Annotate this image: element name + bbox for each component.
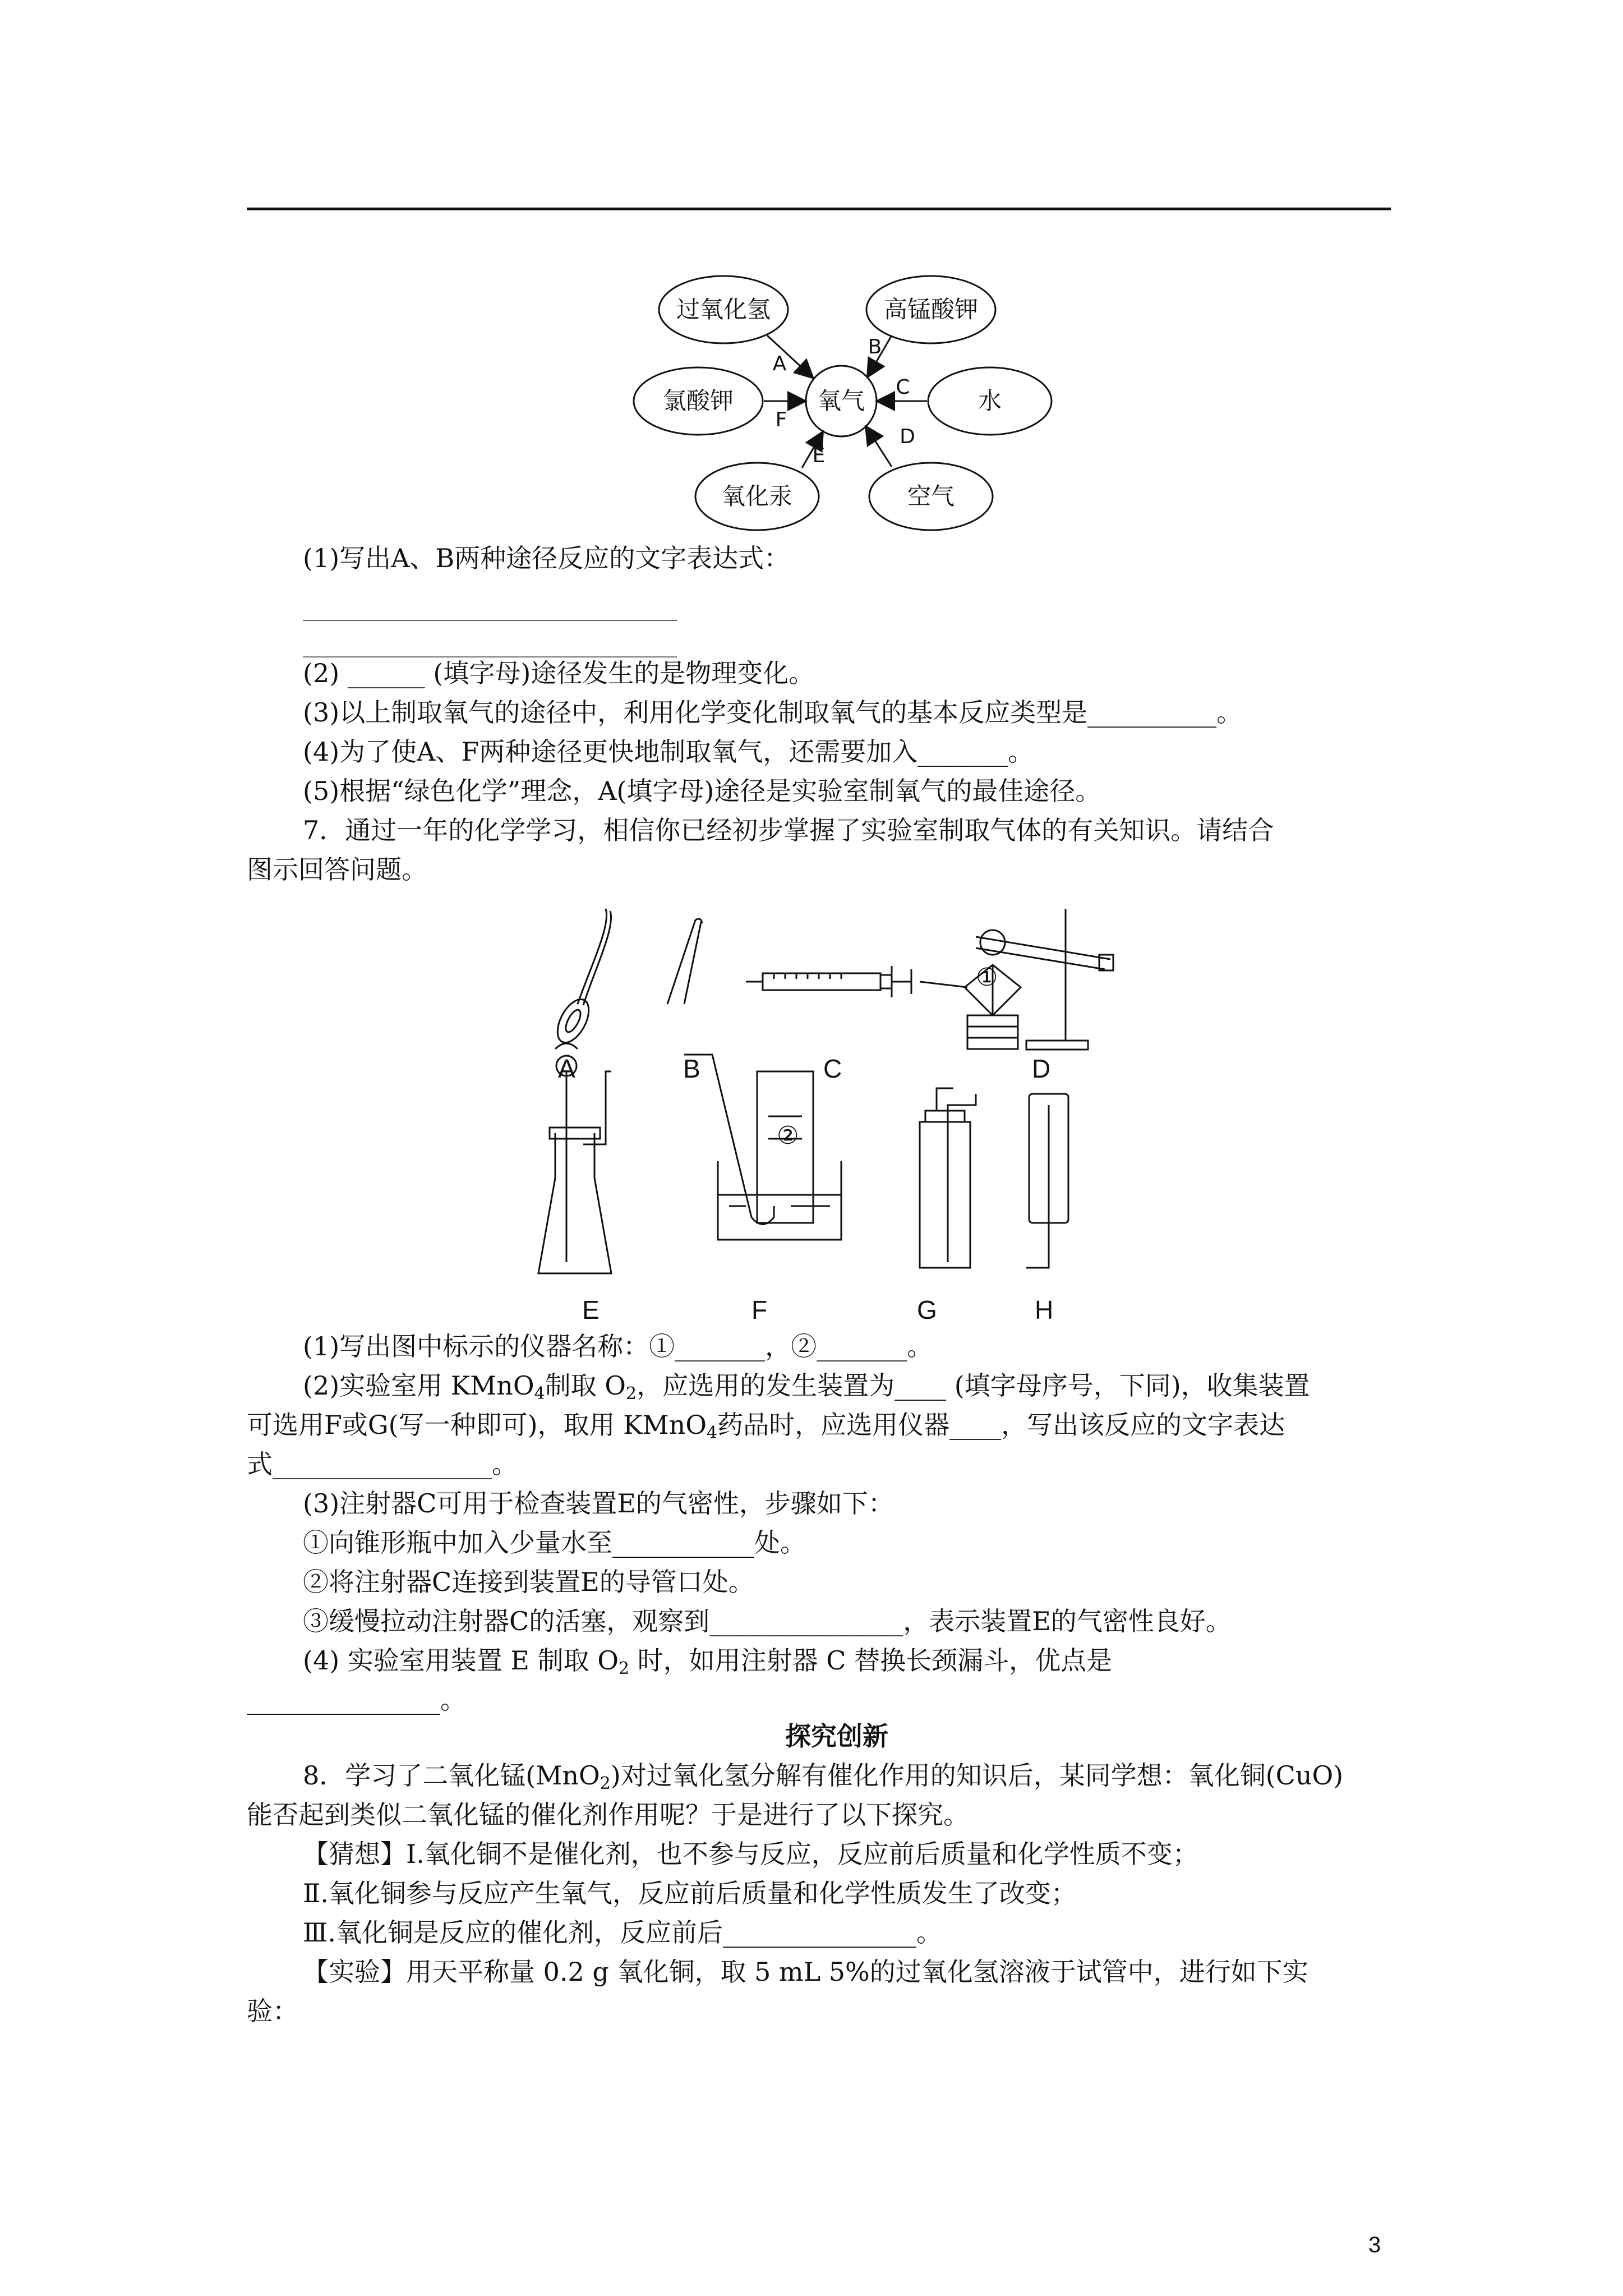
q7-part1: (1)写出图中标示的仪器名称：①_______，②_______。	[303, 1331, 933, 1361]
q7-part4-text-a: (4) 实验室用装置 E 制取 O	[303, 1645, 619, 1676]
lab-apparatus-figure	[527, 903, 1189, 1329]
q7-part2-text-a: (2)实验室用 KMnO	[303, 1370, 534, 1401]
apparatus-d-heating-setup	[920, 909, 1113, 1050]
node-oxygen-label: 氧气	[817, 387, 865, 415]
node-kmno4-label: 高锰酸钾	[883, 296, 979, 323]
q8-text-a: 8．学习了二氧化锰(MnO	[303, 1760, 600, 1791]
oxygen-pathway-diagram	[617, 264, 1066, 544]
q8-experiment-line2: 验：	[247, 1996, 298, 2026]
apparatus-label-f: F	[751, 1295, 768, 1324]
apparatus-label-c: C	[823, 1054, 842, 1083]
node-kclo3-label: 氯酸钾	[662, 387, 734, 415]
edge-label-a: A	[772, 352, 787, 375]
q7-step2: ②将注射器C连接到装置E的导管口处。	[303, 1567, 754, 1597]
q7-part3: (3)注射器C可用于检查装置E的气密性，步骤如下：	[303, 1488, 894, 1519]
edge-label-c: C	[896, 376, 910, 399]
page-number: 3	[1368, 2233, 1381, 2257]
q6-part4: (4)为了使A、F两种途径更快地制取氧气，还需要加入_______。	[303, 737, 1034, 767]
q7-intro-line2: 图示回答问题。	[247, 854, 427, 885]
section-title: 探究创新	[785, 1721, 888, 1751]
label-marker-1: ①	[976, 963, 998, 992]
q8-guess2: Ⅱ.氧化铜参与反应产生氧气，反应前后质量和化学性质发生了改变；	[303, 1878, 1077, 1908]
node-water-label: 水	[978, 387, 1002, 415]
q6-part1: (1)写出A、B两种途径反应的文字表达式：	[303, 543, 790, 573]
q7-part2-text-b: 制取 O	[545, 1370, 626, 1401]
subscript: 4	[534, 1384, 545, 1404]
q8-guess1: 【猜想】Ⅰ.氧化铜不是催化剂，也不参与反应，反应前后质量和化学性质不变；	[303, 1839, 1198, 1869]
arrow-d	[866, 427, 892, 467]
apparatus-label-g: G	[917, 1295, 937, 1324]
edge-label-d: D	[900, 425, 915, 448]
q7-part2-text-e: 药品时，应选用仪器____，写出该反应的文字表达	[717, 1410, 1285, 1440]
apparatus-h-inverted-bottle	[1026, 1094, 1068, 1268]
label-marker-2: ②	[777, 1121, 799, 1150]
header-rule	[247, 208, 1391, 210]
apparatus-b-tweezers	[667, 919, 702, 1004]
apparatus-g-gas-bottle	[920, 1088, 976, 1268]
q6-part5: (5)根据“绿色化学”理念，A(填字母)途径是实验室制氧气的最佳途径。	[303, 776, 1101, 806]
apparatus-label-h: H	[1035, 1295, 1054, 1324]
subscript: 2	[600, 1774, 611, 1793]
q7-part2-line3: 式_________________。	[247, 1449, 518, 1479]
apparatus-label-e: E	[582, 1295, 600, 1324]
q7-part2-text-d: 可选用F或G(写一种即可)，取用 KMnO	[247, 1410, 707, 1440]
edge-label-b: B	[868, 335, 882, 358]
q8-text-b: )对过氧化氢分解有催化作用的知识后，某同学想：氧化铜(CuO)	[610, 1760, 1344, 1791]
q7-step3: ③缓慢拉动注射器C的活塞，观察到_______________，表示装置E的气密性良好。	[303, 1606, 1232, 1636]
q7-part4-text-b: 时，如用注射器 C 替换长颈漏斗，优点是	[629, 1645, 1113, 1676]
q7-step1: ①向锥形瓶中加入少量水至___________处。	[303, 1527, 806, 1558]
apparatus-f-trough	[684, 1055, 841, 1240]
q7-intro-line1: 7．通过一年的化学学习，相信你已经初步掌握了实验室制取气体的有关知识。请结合	[303, 815, 1274, 845]
q8-line2: 能否起到类似二氧化锰的催化剂作用呢？于是进行了以下探究。	[247, 1800, 969, 1830]
apparatus-label-b: B	[683, 1054, 700, 1083]
apparatus-label-d: D	[1032, 1054, 1051, 1083]
q8-guess3: Ⅲ.氧化铜是反应的催化剂，反应前后_______________。	[303, 1917, 942, 1948]
q7-part4-line2: _______________。	[247, 1685, 466, 1715]
edge-label-e: E	[812, 444, 826, 467]
q8-experiment-line1: 【实验】用天平称量 0.2 g 氧化铜，取 5 mL 5%的过氧化氢溶液于试管中，进行如下实	[303, 1957, 1308, 1987]
node-h2o2-label: 过氧化氢	[676, 296, 771, 323]
q6-blank1: _____________________________	[303, 591, 677, 621]
edge-label-f: F	[775, 408, 787, 431]
node-air-label: 空气	[907, 482, 955, 510]
apparatus-label-a: A	[558, 1054, 575, 1083]
node-hgo-label: 氧化汞	[721, 482, 793, 510]
apparatus-c-syringe	[746, 966, 911, 997]
q6-blank2: _____________________________	[303, 627, 677, 657]
subscript: 4	[706, 1423, 718, 1443]
q6-part3: (3)以上制取氧气的途径中，利用化学变化制取氧气的基本反应类型是__________。	[303, 697, 1243, 728]
apparatus-a-spoon	[551, 909, 611, 1047]
q7-part2-text-c: ，应选用的发生装置为____ (填字母序号，下同)，收集装置	[637, 1370, 1310, 1401]
subscript: 2	[618, 1659, 630, 1678]
subscript: 2	[626, 1384, 637, 1404]
q6-part2: (2) ______ (填字母)途径发生的是物理变化。	[303, 658, 815, 688]
